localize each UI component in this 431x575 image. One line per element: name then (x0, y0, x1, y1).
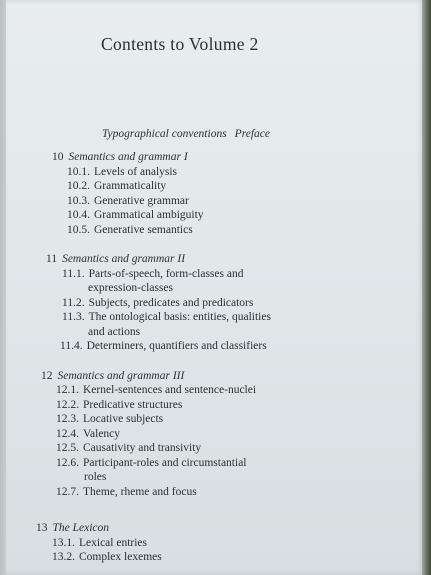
toc-entry (67, 223, 424, 238)
entry-number: 13.1. (52, 536, 75, 549)
entry-number: 12.6. (56, 456, 79, 469)
toc-entry (67, 165, 424, 180)
toc-entry (56, 383, 424, 398)
page-title: Contents to Volume 2 (101, 34, 259, 54)
toc-entry (56, 412, 424, 427)
chapter-heading (46, 252, 424, 267)
entry-title: Participant-roles and circumstantial (83, 456, 247, 469)
entry-title: Generative semantics (94, 223, 193, 236)
toc-entry (67, 179, 424, 194)
entry-number: 11.4. (60, 340, 83, 352)
entry-number: 12.1. (56, 384, 79, 396)
chapter-title: Semantics and grammar III (57, 369, 185, 382)
toc-entry (62, 296, 424, 311)
chapter-heading (52, 150, 424, 165)
toc-entry (56, 441, 424, 456)
chapter-11 (46, 252, 424, 354)
toc-entry (56, 485, 424, 500)
front-matter-preface: Preface (234, 128, 271, 140)
entry-continuation: and actions (88, 325, 141, 338)
background-edge (422, 0, 431, 575)
entry-continuation: roles (84, 471, 107, 483)
entry-number: 12.3. (56, 413, 79, 425)
chapter-number: 10 (52, 151, 64, 163)
toc-entry (56, 456, 424, 471)
toc-entry (56, 398, 424, 413)
chapter-13 (36, 521, 424, 565)
toc-entry (52, 536, 424, 551)
entry-title: Grammatical ambiguity (94, 209, 204, 221)
entry-number: 11.3. (62, 311, 85, 323)
entry-title: Locative subjects (83, 413, 164, 425)
entry-title: Kernel-sentences and sentence-nuclei (83, 384, 257, 396)
entry-number: 10.3. (67, 194, 90, 207)
entry-number: 12.4. (56, 427, 79, 440)
chapter-number: 12 (41, 369, 53, 382)
entry-title: Lexical entries (79, 536, 148, 549)
entry-title: Grammaticality (94, 180, 167, 192)
entry-continuation: expression-classes (88, 282, 173, 294)
entry-title: Complex lexemes (79, 551, 162, 563)
toc-entry (67, 208, 424, 223)
entry-number: 11.1. (62, 267, 85, 280)
entry-number: 13.2. (52, 551, 75, 563)
chapter-10 (52, 150, 424, 237)
entry-title: Generative grammar (94, 194, 189, 207)
toc-entry (56, 427, 424, 442)
entry-number: 10.5. (67, 223, 90, 236)
entry-title: Determiners, quantifiers and classifiers (86, 340, 267, 352)
entry-number: 10.4. (67, 209, 90, 221)
chapter-heading (41, 369, 424, 384)
chapter-number: 13 (36, 522, 48, 534)
entry-title: Theme, rheme and focus (83, 485, 197, 498)
book-page (6, 0, 424, 575)
chapter-title: Semantics and grammar II (62, 253, 186, 265)
chapter-12 (41, 369, 424, 500)
entry-title: Parts-of-speech, form-classes and (88, 267, 244, 280)
front-matter-typographical-conventions: Typographical conventions (102, 128, 227, 140)
entry-number: 12.2. (56, 398, 79, 411)
entry-number: 10.2. (67, 180, 90, 192)
entry-title: Valency (83, 427, 121, 440)
entry-number: 12.7. (56, 485, 79, 498)
toc-entry (60, 339, 424, 354)
toc-entry (62, 310, 424, 325)
toc-entry (62, 267, 424, 282)
entry-title: Subjects, predicates and predicators (88, 296, 254, 309)
entry-number: 11.2. (62, 296, 85, 309)
entry-title: Causativity and transivity (83, 442, 202, 454)
chapter-title: Semantics and grammar I (68, 151, 188, 163)
front-matter-line (102, 128, 270, 140)
entry-number: 12.5. (56, 442, 79, 454)
chapter-heading (36, 521, 424, 536)
entry-title: Levels of analysis (94, 165, 178, 178)
entry-number: 10.1. (67, 165, 90, 178)
chapter-number: 11 (46, 253, 58, 265)
table-of-contents (6, 150, 424, 575)
entry-title: Predicative structures (83, 398, 183, 411)
toc-entry (67, 194, 424, 209)
toc-entry (52, 550, 424, 565)
entry-title: The ontological basis: entities, qualities (88, 311, 271, 323)
chapter-title: The Lexicon (52, 522, 110, 534)
